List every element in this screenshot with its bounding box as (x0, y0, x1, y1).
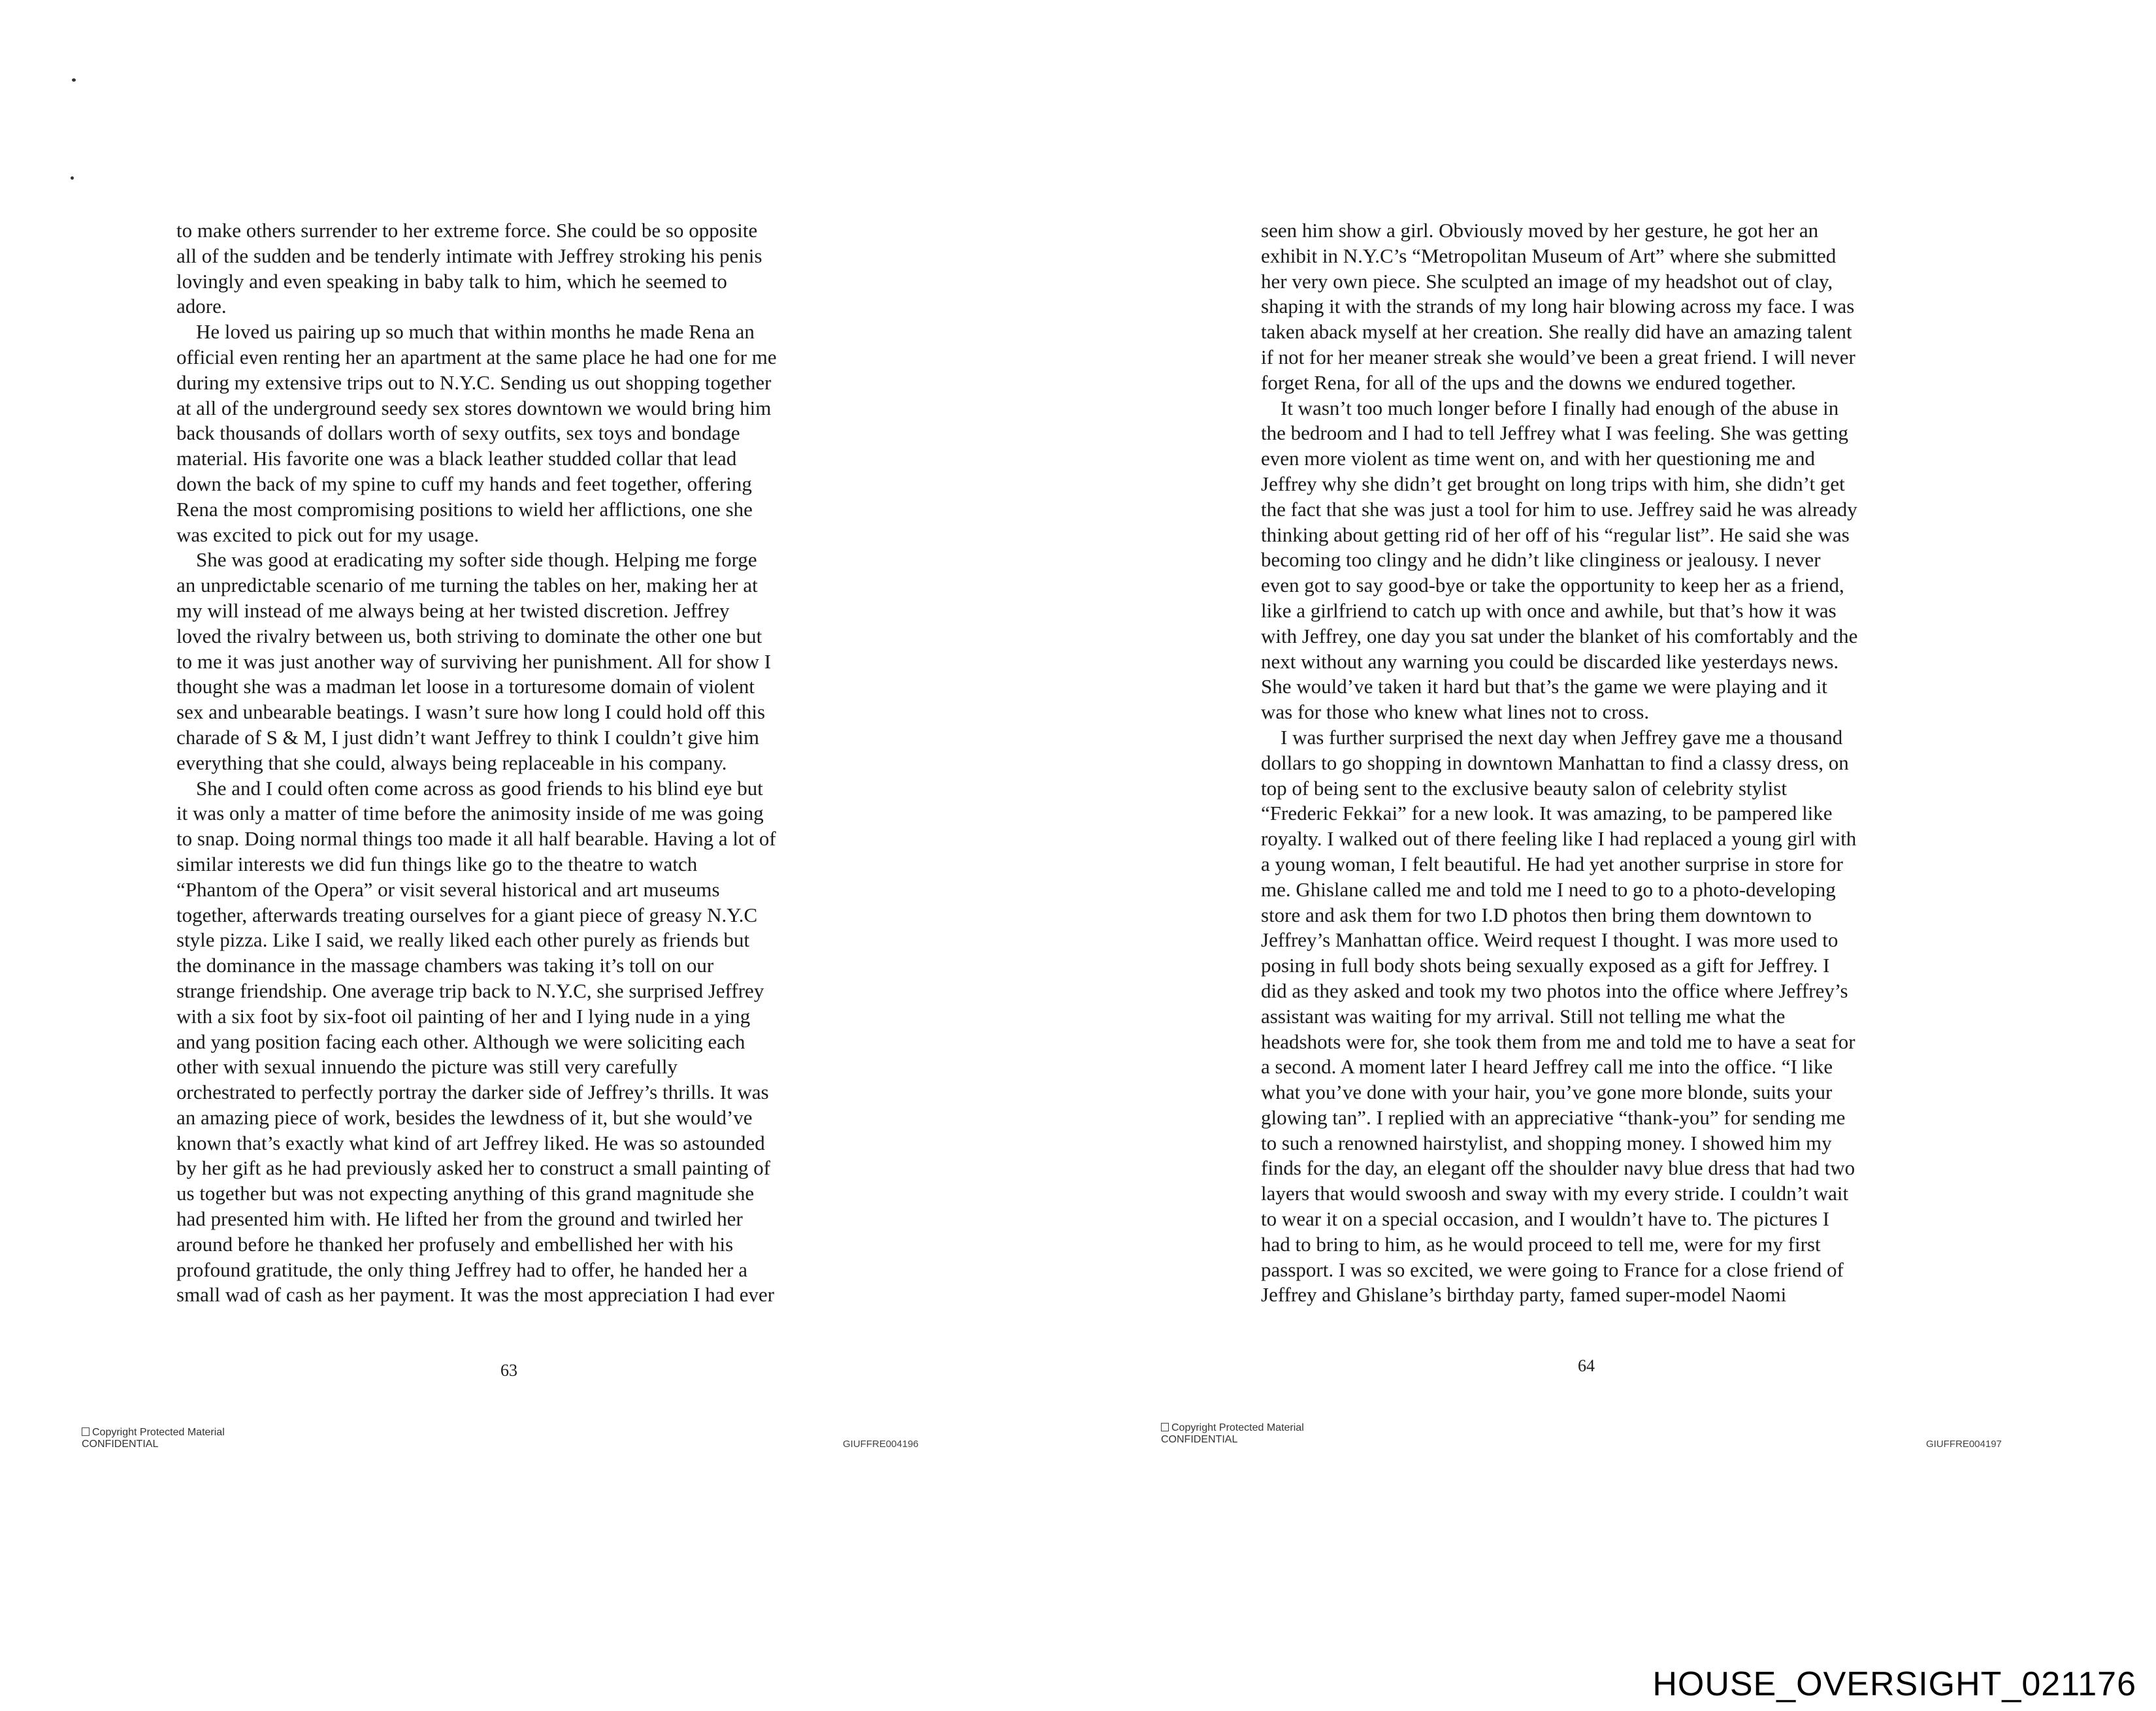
left-page-body (176, 218, 777, 1308)
text-line: forget Rena, for all of the ups and the downs we endured together. (1261, 370, 1796, 394)
text-line: passport. I was so excited, we were going to France for a close friend of (1261, 1258, 1844, 1281)
text-line: assistant was waiting for my arrival. Still not telling me what the (1261, 1004, 1786, 1028)
text-line: if not for her meaner streak she would’ve been a great friend. I will never (1261, 345, 1855, 368)
text-line: had presented him with. He lifted her from the ground and twirled her (176, 1207, 743, 1231)
text-line: the fact that she was just a tool for him to use. Jeffrey said he was already (1261, 497, 1857, 521)
text-line: Jeffrey’s Manhattan office. Weird request I thought. I was more used to (1261, 928, 1838, 952)
page-number-left: 63 (500, 1361, 517, 1380)
text-line: Jeffrey why she didn’t get brought on long trips with him, she didn’t get (1261, 472, 1845, 495)
text-line: I was further surprised the next day when Jeffrey gave me a thousand (1281, 725, 1843, 749)
text-line: orchestrated to perfectly portray the darker side of Jeffrey’s thrills. It was (176, 1081, 769, 1104)
text-line: everything that she could, always being replaceable in his company. (176, 751, 727, 774)
bates-number-left: GIUFFRE004196 (843, 1439, 919, 1450)
text-line: us together but was not expecting anything of this grand magnitude she (176, 1182, 755, 1205)
text-line: profound gratitude, the only thing Jeffrey had to offer, he handed her a (176, 1258, 747, 1281)
text-line: becoming too clingy and he didn’t like clinginess or jealousy. I never (1261, 548, 1821, 572)
confidential-label: CONFIDENTIAL (82, 1439, 159, 1450)
text-line: around before he thanked her profusely and embellished her with his (176, 1232, 734, 1256)
text-line: It wasn’t too much longer before I finally had enough of the abuse in (1281, 396, 1839, 419)
text-line: She and I could often come across as good friends to his blind eye but (196, 776, 763, 800)
text-line: finds for the day, an elegant off the shoulder navy blue dress that had two (1261, 1156, 1855, 1180)
checkbox-icon (1161, 1423, 1169, 1431)
text-line: He loved us pairing up so much that within months he made Rena an (196, 320, 755, 344)
text-line: back thousands of dollars worth of sexy outfits, sex toys and bondage (176, 421, 740, 445)
text-line: and yang position facing each other. Although we were soliciting each (176, 1030, 745, 1053)
text-line: strange friendship. One average trip back to N.Y.C, she surprised Jeffrey (176, 979, 764, 1002)
text-line: what you’ve done with your hair, you’ve gone more blonde, suits your (1261, 1081, 1833, 1104)
text-line: thinking about getting rid of her off of his “regular list”. He said she was (1261, 523, 1850, 546)
text-line: taken aback myself at her creation. She really did have an amazing talent (1261, 320, 1852, 344)
text-line: by her gift as he had previously asked her to construct a small painting of (176, 1156, 771, 1180)
text-line: official even renting her an apartment at the same place he had one for me (176, 345, 777, 368)
text-line: top of being sent to the exclusive beauty salon of celebrity stylist (1261, 776, 1787, 800)
text-line: “Phantom of the Opera” or visit several historical and art museums (176, 877, 720, 901)
text-line: Rena the most compromising positions to wield her afflictions, one she (176, 497, 753, 521)
text-line: loved the rivalry between us, both striving to dominate the other one but (176, 624, 762, 647)
text-line: dollars to go shopping in downtown Manhattan to find a classy dress, on (1261, 751, 1849, 774)
text-line: to me it was just another way of surviving her punishment. All for show I (176, 649, 772, 673)
text-line: had to bring to him, as he would proceed to tell me, were for my first (1261, 1232, 1821, 1256)
text-line: like a girlfriend to catch up with once and awhile, but that’s how it was (1261, 598, 1837, 622)
text-line: me. Ghislane called me and told me I need to go to a photo-developing (1261, 877, 1836, 901)
text-line: layers that would swoosh and sway with my every stride. I couldn’t wait (1261, 1182, 1849, 1205)
text-line: her very own piece. She sculpted an image of my headshot out of clay, (1261, 269, 1833, 293)
house-oversight-stamp: HOUSE_OVERSIGHT_021176 (1652, 1665, 2136, 1703)
text-line: to wear it on a special occasion, and I wouldn’t have to. The pictures I (1261, 1207, 1830, 1231)
text-line: an unpredictable scenario of me turning the tables on her, making her at (176, 574, 758, 597)
text-line: with a six foot by six-foot oil painting of her and I lying nude in a ying (176, 1004, 751, 1028)
text-line: did as they asked and took my two photos into the office where Jeffrey’s (1261, 979, 1848, 1002)
text-line: the dominance in the massage chambers was taking it’s toll on our (176, 954, 714, 977)
text-line: the bedroom and I had to tell Jeffrey what I was feeling. She was getting (1261, 421, 1849, 445)
text-line: to such a renowned hairstylist, and shopping money. I showed him my (1261, 1131, 1832, 1154)
text-line: glowing tan”. I replied with an appreciative “thank-you” for sending me (1261, 1105, 1846, 1129)
text-line: a young woman, I felt beautiful. He had yet another surprise in store for (1261, 852, 1843, 875)
text-line: a second. A moment later I heard Jeffrey call me into the office. “I like (1261, 1055, 1833, 1079)
text-line: with Jeffrey, one day you sat under the blanket of his comfortably and the (1261, 624, 1858, 647)
right-page-body (1261, 218, 1857, 1308)
scan-speck (72, 78, 76, 82)
checkbox-icon (82, 1427, 90, 1436)
text-line: seen him show a girl. Obviously moved by her gesture, he got her an (1261, 219, 1819, 242)
text-line: royalty. I walked out of there feeling like I had replaced a young girl with (1261, 827, 1857, 851)
text-line: style pizza. Like I said, we really liked each other purely as friends but (176, 928, 750, 952)
page-number-right: 64 (1578, 1356, 1595, 1375)
bates-number-right: GIUFFRE004197 (1926, 1439, 2002, 1450)
text-line: next without any warning you could be discarded like yesterdays news. (1261, 649, 1839, 673)
text-line: small wad of cash as her payment. It was the most appreciation I had ever (176, 1283, 775, 1307)
text-line: material. His favorite one was a black leather studded collar that lead (176, 447, 737, 470)
text-line: even got to say good-bye or take the opportunity to keep her as a friend, (1261, 574, 1844, 597)
text-line: during my extensive trips out to N.Y.C. Sending us out shopping together (176, 370, 772, 394)
text-line: Jeffrey and Ghislane’s birthday party, famed super-model Naomi (1261, 1283, 1787, 1307)
text-line: posing in full body shots being sexually exposed as a gift for Jeffrey. I (1261, 954, 1830, 977)
scan-speck (71, 176, 74, 180)
text-line: She would’ve taken it hard but that’s the game we were playing and it (1261, 675, 1827, 698)
text-line: at all of the underground seedy sex stores downtown we would bring him (176, 396, 772, 419)
text-line: lovingly and even speaking in baby talk to him, which he seemed to (176, 269, 727, 293)
text-line: an amazing piece of work, besides the lewdness of it, but she would’ve (176, 1105, 753, 1129)
confidential-label: CONFIDENTIAL (1161, 1434, 1238, 1445)
text-line: shaping it with the strands of my long hair blowing across my face. I was (1261, 295, 1855, 318)
text-line: my will instead of me always being at her twisted discretion. Jeffrey (176, 598, 730, 622)
text-line: known that’s exactly what kind of art Jeffrey liked. He was so astounded (176, 1131, 765, 1154)
text-line: adore. (176, 295, 227, 318)
text-line: was for those who knew what lines not to cross. (1261, 700, 1650, 724)
text-line: charade of S & M, I just didn’t want Jeffrey to think I couldn’t give him (176, 725, 759, 749)
text-line: to make others surrender to her extreme force. She could be so opposite (176, 219, 758, 242)
text-line: similar interests we did fun things like go to the theatre to watch (176, 852, 698, 875)
text-line: sex and unbearable beatings. I wasn’t sure how long I could hold off this (176, 700, 766, 724)
text-line: it was only a matter of time before the animosity inside of me was going (176, 802, 764, 825)
text-line: was excited to pick out for my usage. (176, 523, 480, 546)
footer-right-page (1161, 1422, 1304, 1446)
footer-left-page (82, 1427, 225, 1450)
copyright-notice: Copyright Protected Material (1171, 1422, 1304, 1433)
text-line: other with sexual innuendo the picture was still very carefully (176, 1055, 678, 1079)
text-line: down the back of my spine to cuff my hands and feet together, offering (176, 472, 752, 495)
text-line: even more violent as time went on, and with her questioning me and (1261, 447, 1815, 470)
copyright-notice: Copyright Protected Material (92, 1427, 225, 1438)
text-line: She was good at eradicating my softer side though. Helping me forge (196, 548, 757, 572)
text-line: all of the sudden and be tenderly intimate with Jeffrey stroking his penis (176, 244, 762, 267)
text-line: store and ask them for two I.D photos then bring them downtown to (1261, 903, 1812, 926)
text-line: together, afterwards treating ourselves for a giant piece of greasy N.Y.C (176, 903, 758, 926)
text-line: thought she was a madman let loose in a torturesome domain of violent (176, 675, 755, 698)
text-line: to snap. Doing normal things too made it all half bearable. Having a lot of (176, 827, 776, 851)
text-line: exhibit in N.Y.C’s “Metropolitan Museum of Art” where she submitted (1261, 244, 1837, 267)
text-line: headshots were for, she took them from me and told me to have a seat for (1261, 1030, 1855, 1053)
text-line: “Frederic Fekkai” for a new look. It was amazing, to be pampered like (1261, 802, 1833, 825)
